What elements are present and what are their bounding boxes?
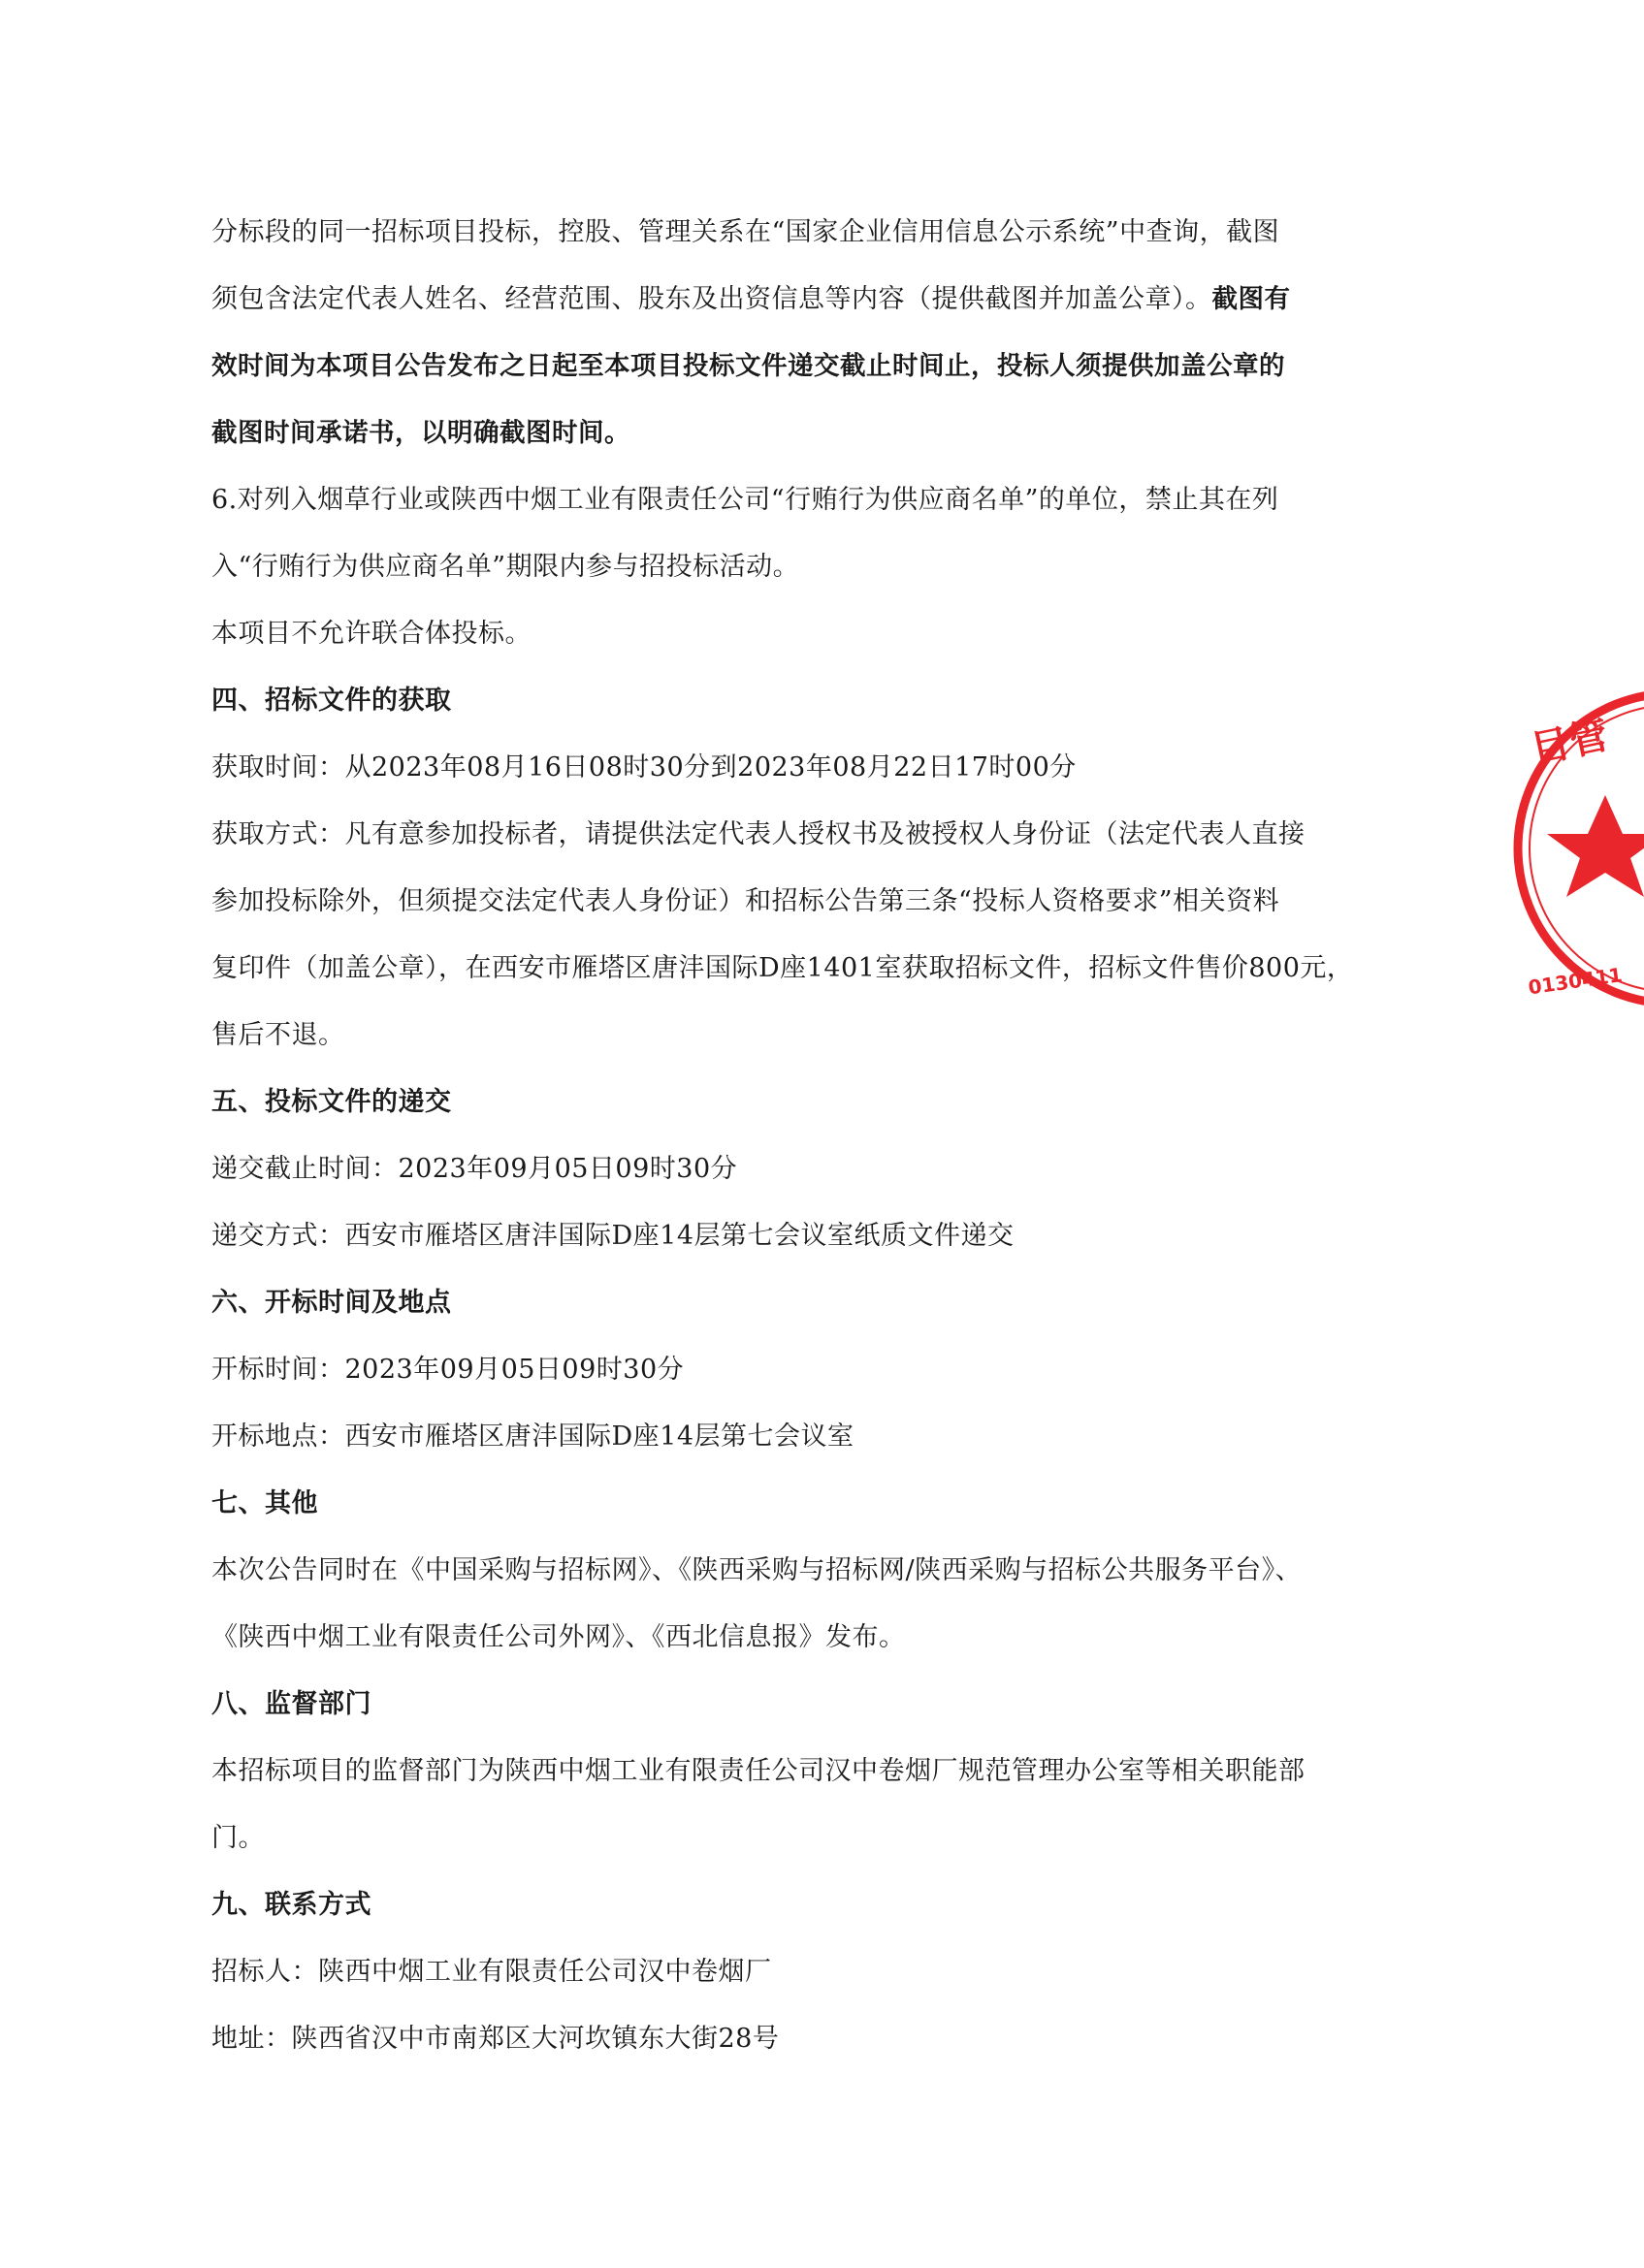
paragraph-line: 获取时间：从2023年08月16日08时30分到2023年08月22日17时00分 — [211, 752, 1077, 783]
seal-text-bottom: 0130411 — [1527, 963, 1624, 1000]
paragraph-line-bold: 截图时间承诺书，以明确截图时间。 — [211, 418, 630, 448]
section-heading: 六、开标时间及地点 — [211, 1288, 452, 1318]
company-seal-stamp — [1508, 688, 1644, 1018]
paragraph-line: 参加投标除外，但须提交法定代表人身份证）和招标公告第三条“投标人资格要求”相关资料 — [211, 886, 1280, 916]
paragraph-line: 门。 — [211, 1823, 265, 1853]
paragraph-line: 6.对列入烟草行业或陕西中烟工业有限责任公司“行贿行为供应商名单”的单位，禁止其在列 — [211, 485, 1279, 515]
paragraph-line: 本招标项目的监督部门为陕西中烟工业有限责任公司汉中卷烟厂规范管理办公室等相关职能部 — [211, 1756, 1306, 1786]
paragraph-line: 开标时间：2023年09月05日09时30分 — [211, 1355, 685, 1385]
paragraph-line: 本次公告同时在《中国采购与招标网》、《陕西采购与招标网/陕西采购与招标公共服务平台》、 — [211, 1555, 1303, 1585]
paragraph-line: 复印件（加盖公章），在西安市雁塔区唐沣国际D座1401室获取招标文件，招标文件售价800元， — [211, 953, 1354, 983]
paragraph-line: 《陕西中烟工业有限责任公司外网》、《西北信息报》发布。 — [211, 1622, 906, 1652]
seal-text-top: 目管 — [1527, 713, 1613, 774]
document-body — [211, 199, 1414, 2072]
section-heading: 七、其他 — [211, 1488, 318, 1518]
paragraph-line-bold: 效时间为本项目公告发布之日起至本项目投标文件递交截止时间止，投标人须提供加盖公章的 — [211, 351, 1285, 381]
paragraph-line: 入“行贿行为供应商名单”期限内参与招投标活动。 — [211, 552, 800, 582]
section-heading: 四、招标文件的获取 — [211, 686, 452, 716]
section-heading: 九、联系方式 — [211, 1890, 371, 1920]
paragraph-line: 获取方式：凡有意参加投标者，请提供法定代表人授权书及被授权人身份证（法定代表人直接 — [211, 819, 1306, 849]
paragraph-line: 分标段的同一招标项目投标，控股、管理关系在“国家企业信用信息公示系统”中查询，截图 — [211, 217, 1280, 247]
paragraph-line: 本项目不允许联合体投标。 — [211, 619, 532, 649]
paragraph-line — [211, 266, 1414, 333]
paragraph-line: 招标人：陕西中烟工业有限责任公司汉中卷烟厂 — [211, 1957, 772, 1987]
paragraph-line: 售后不退。 — [211, 1020, 345, 1050]
paragraph-line: 递交方式：西安市雁塔区唐沣国际D座14层第七会议室纸质文件递交 — [211, 1221, 1015, 1251]
section-heading: 八、监督部门 — [211, 1689, 371, 1719]
line-normal-part: 须包含法定代表人姓名、经营范围、股东及出资信息等内容（提供截图并加盖公章）。 — [211, 284, 1212, 314]
section-heading: 五、投标文件的递交 — [211, 1087, 452, 1117]
paragraph-line: 地址：陕西省汉中市南郑区大河坎镇东大街28号 — [211, 2024, 780, 2054]
line-bold-part: 截图有 — [1211, 284, 1291, 314]
paragraph-line: 递交截止时间：2023年09月05日09时30分 — [211, 1154, 738, 1184]
paragraph-line: 开标地点：西安市雁塔区唐沣国际D座14层第七会议室 — [211, 1421, 854, 1452]
